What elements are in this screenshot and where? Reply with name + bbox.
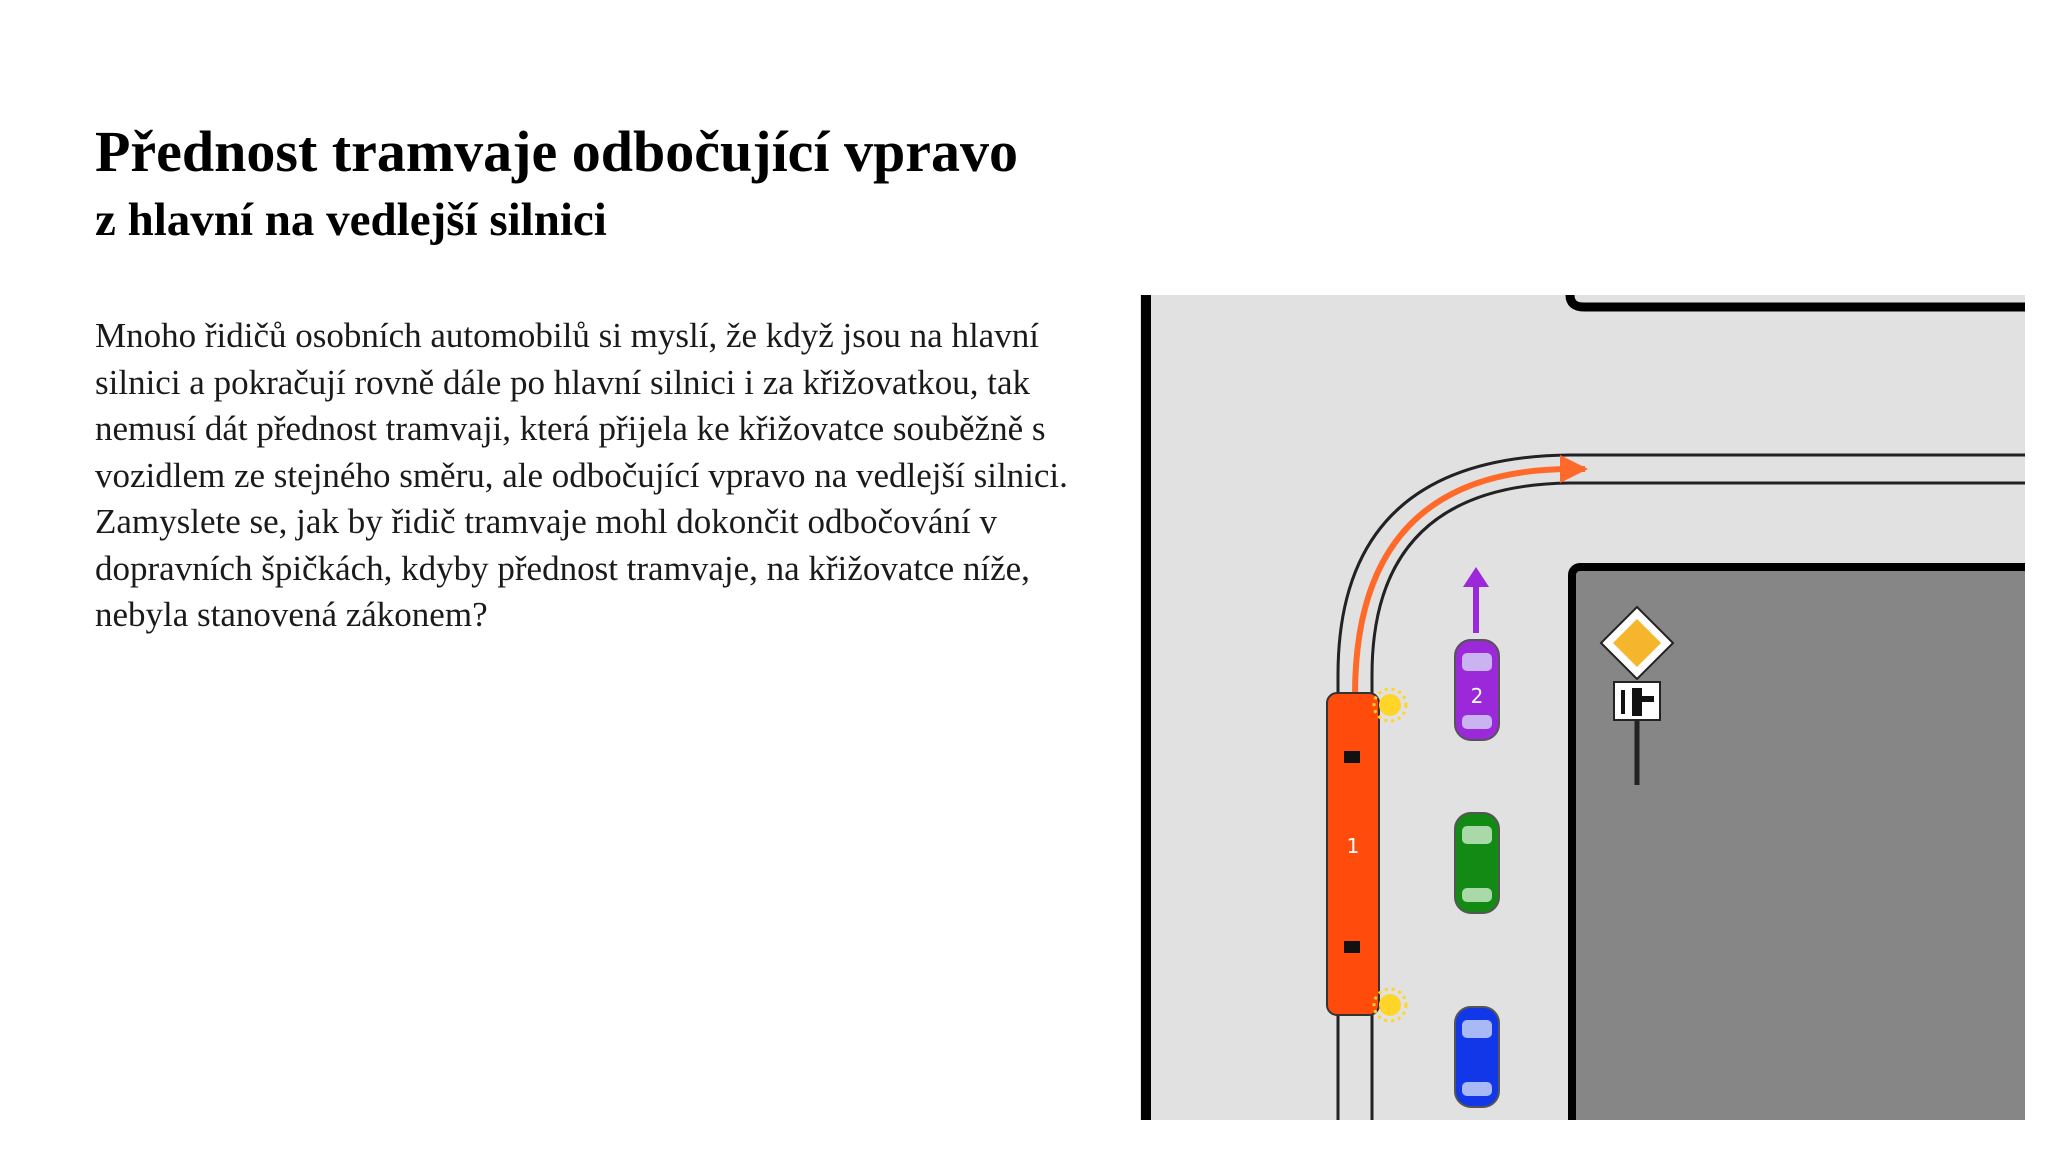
car-blue (1455, 1007, 1499, 1107)
slide-paragraph: Mnoho řidičů osobních automobilů si myslí, že když jsou na hlavní silnici a pokračují rovně dále po hlavní silnici i za křižovatkou, tak nemusí dát přednost tramvaji, která přijela ke křižovatce souběžně s vozidlem ze stejného směru, ale odbočující vpravo na vedlejší silnici. Zamyslete se, jak by řidič tramvaje mohl dokončit odbočování v dopravních špičkách, kdyby přednost tramvaje, na křižovatce níže, nebyla stanovená zákonem? (95, 316, 1068, 634)
svg-text:2: 2 (1470, 684, 1484, 708)
slide-title: Přednost tramvaje odbočující vpravo (95, 119, 1019, 184)
intersection-diagram (1140, 295, 2025, 1120)
car-purple (1455, 640, 1499, 740)
car-green (1455, 813, 1499, 913)
tram-1 (1327, 693, 1379, 1015)
main-road-direction-plate-icon (1614, 682, 1660, 720)
svg-text:1: 1 (1346, 834, 1360, 858)
slide-subtitle: z hlavní na vedlejší silnici (95, 194, 607, 246)
